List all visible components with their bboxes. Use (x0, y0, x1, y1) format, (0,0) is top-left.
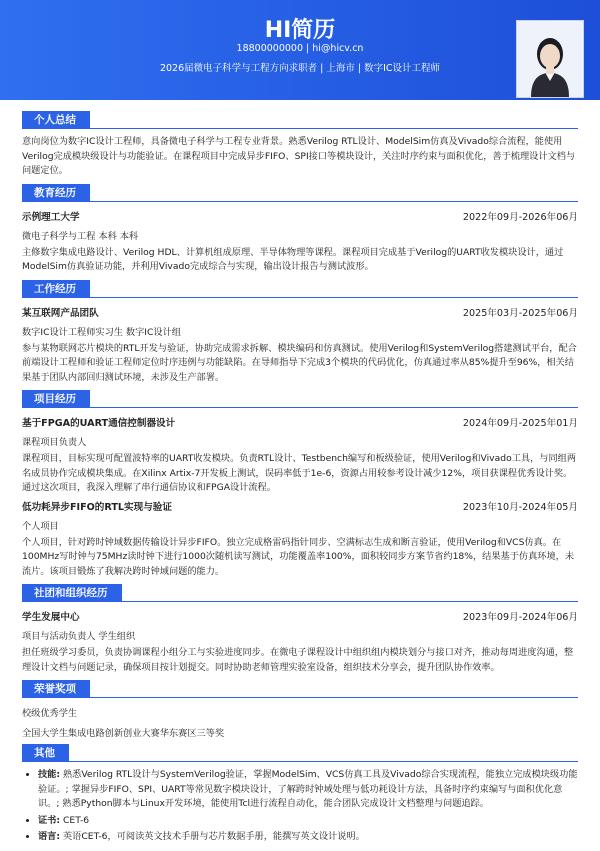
section-divider (90, 128, 578, 129)
campus-role: 项目与活动负责人 学生组织 (22, 631, 136, 642)
item-label: 技能: (38, 769, 61, 780)
contact-info: 18800000000 | hi@hicv.cn (236, 43, 364, 54)
section-title: 其他 (22, 744, 69, 762)
section-other (22, 743, 578, 763)
section-title: 工作经历 (22, 280, 90, 298)
school-name: 示例理工大学 (22, 211, 80, 223)
project-row (22, 415, 578, 429)
project-name: 基于FPGA的UART通信控制器设计 (22, 418, 176, 429)
work-row (22, 305, 578, 319)
list-item (38, 814, 578, 829)
education-desc: 主修数字集成电路设计、Verilog HDL、计算机组成原理、半导体物理等课程。课程项目完成基于Verilog的UART收发模块设计，通过ModelSim仿真验证功能，并利用Vivado完成综合与实现，输出设计报告与测试波形。 (22, 246, 564, 272)
avatar-icon (517, 21, 583, 97)
project-date: 2024年09月-2025年01月 (462, 418, 578, 429)
item-text: 熟悉Verilog RTL设计与SystemVerilog验证，掌握ModelSim、VCS仿真工具及Vivado综合实现流程，能独立完成模块级功能验证。; 掌握异步FIFO、SPI、UART等常见数字模块设计，了解跨时钟域处理与低功耗设计方法，具备时序约束编写与面积优化意识。; 熟悉Python脚本与Linux开发环境，能使用Tcl进行流程自动化，能合团队完成设计文档整理与问题追踪。 (38, 769, 578, 809)
section-work (22, 279, 578, 299)
education-major: 微电子科学与工程 本科 本科 (22, 230, 139, 242)
project-row (22, 499, 578, 513)
section-title: 社团和组织经历 (22, 584, 122, 602)
work-role: 数字IC设计工程师实习生 数字IC设计组 (22, 326, 181, 338)
profile-photo (516, 20, 584, 98)
list-item (38, 830, 578, 845)
education-date: 2022年09月-2026年06月 (462, 211, 578, 223)
section-title: 项目经历 (22, 390, 90, 408)
summary-text: 意向岗位为数字IC设计工程师，具备微电子科学与工程专业背景。熟悉Verilog RTL设计、ModelSim仿真及Vivado综合流程，能使用Verilog完成模块级设计与功能验证。在课程项目中完成异步FIFO、SPI接口等模块设计，关注时序约束与面积优化，善于梳理设计文档与问题定位。 (22, 136, 576, 176)
campus-row (22, 609, 578, 623)
section-summary (22, 110, 578, 130)
item-label: 证书: (38, 814, 61, 826)
section-campus (22, 583, 578, 603)
company-name: 某互联网产品团队 (22, 307, 99, 319)
section-projects (22, 389, 578, 409)
other-list (22, 768, 578, 845)
section-title: 教育经历 (22, 184, 90, 202)
campus-desc: 担任班级学习委员，负责协调课程小组分工与实验进度同步。在微电子课程设计中组织组内模块划分与接口对齐，推动每周进度沟通，整理设计文档与问题记录，确保项目按计划提交。同时协助老师管理实验室设备，组织技术分享会，提升团队协作效率。 (22, 647, 574, 673)
section-divider (90, 297, 578, 298)
campus-date: 2023年09月-2024年06月 (462, 612, 578, 623)
project-date: 2023年10月-2024年05月 (462, 501, 578, 513)
project-desc: 课程项目，目标实现可配置波特率的UART收发模块。负责RTL设计、Testbench编写和板级验证，使用Verilog和Vivado工具，与同组两名成员协作完成模块集成。在Xilinx Artix-7开发板上测试，误码率低于1e-6，资源占用较参考设计减少12%，项目获课程优秀设计奖。通过这次项目，我深入理解了串行通信协议和FPGA设计流程。 (22, 453, 577, 493)
education-row (22, 209, 578, 223)
list-item (38, 768, 578, 812)
honor-item: 全国大学生集成电路创新创业大赛华东赛区三等奖 (22, 728, 225, 739)
section-honors (22, 679, 578, 699)
section-title: 个人总结 (22, 111, 90, 129)
section-divider (122, 601, 579, 602)
job-intent: 2026届微电子科学与工程方向求职者 | 上海市 | 数字IC设计工程师 (159, 63, 441, 74)
item-label: 语言: (38, 831, 61, 842)
section-divider (69, 761, 578, 762)
project-role: 个人项目 (22, 520, 59, 532)
section-divider (90, 407, 578, 408)
project-desc: 个人项目，针对跨时钟域数据传输设计异步FIFO。独立完成格雷码指针同步、空满标志生成和断言验证，使用Verilog和VCS仿真。在100MHz写时钟与75MHz读时钟下进行1000次随机读写测试，功能覆盖率100%，面积较同步方案节省约18%，结果基于仿真环境，未流片。该项目锻炼了我解决跨时钟域问题的能力。 (22, 536, 575, 577)
project-name: 低功耗异步FIFO的RTL实现与验证 (22, 501, 172, 513)
campus-org-name: 学生发展中心 (22, 612, 80, 623)
work-date: 2025年03月-2025年06月 (462, 307, 578, 319)
item-text: 英语CET-6，可阅读英文技术手册与芯片数据手册，能撰写英文设计说明。 (62, 831, 365, 842)
section-education (22, 183, 578, 203)
project-role: 课程项目负责人 (22, 437, 87, 448)
section-divider (90, 201, 578, 202)
item-text: CET-6 (62, 814, 90, 826)
section-title: 荣誉奖项 (22, 680, 90, 698)
resume-header (0, 0, 600, 100)
resume-name: HI简历 (264, 18, 336, 43)
section-divider (90, 697, 578, 698)
work-desc: 参与某物联网芯片模块的RTL开发与验证，协助完成需求拆解、模块编码和仿真测试。使用Verilog和SystemVerilog搭建测试平台，配合前端设计工程师和验证工程师定位时序违例与功能缺陷。在导师指导下完成3个模块的代码优化，仿真通过率从85%提升至96%，相关结果基于团队内部回归测试环境，未涉及生产部署。 (22, 342, 577, 383)
honor-item: 校级优秀学生 (22, 708, 78, 719)
